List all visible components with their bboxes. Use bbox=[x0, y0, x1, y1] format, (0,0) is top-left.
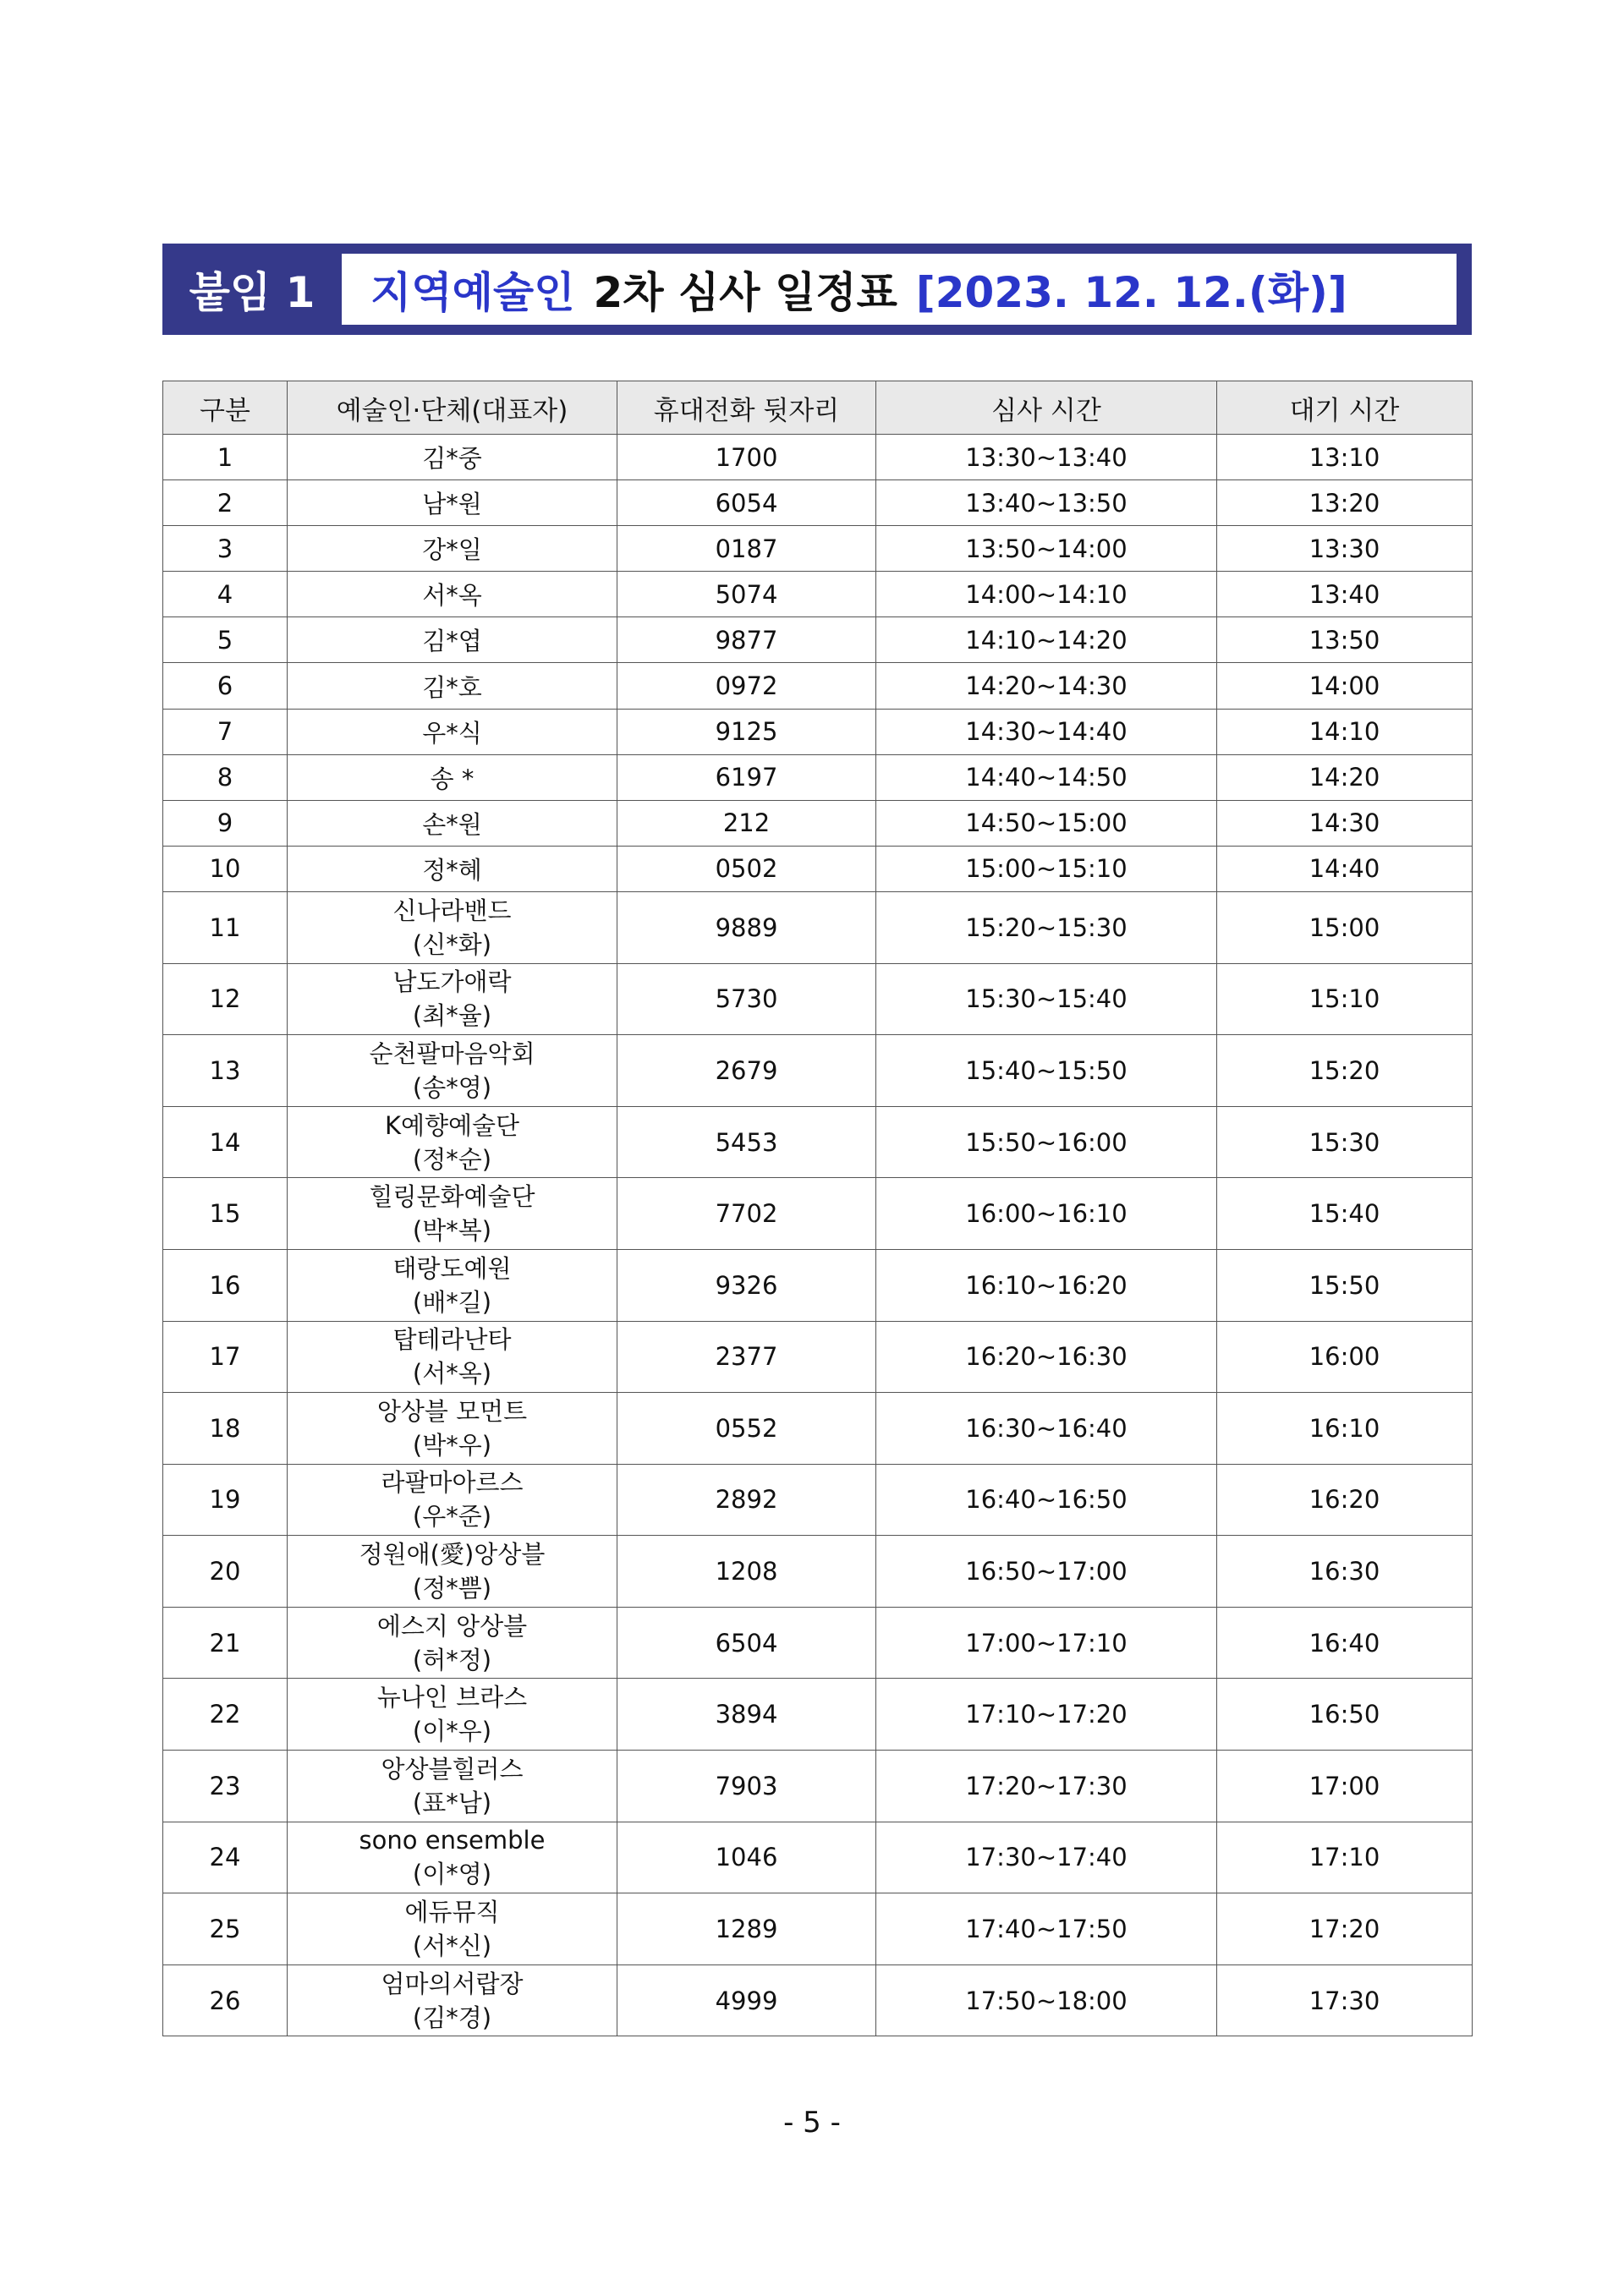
review-time: 16:40~16:50 bbox=[876, 1464, 1217, 1536]
group-name: 앙상블 모먼트 bbox=[376, 1396, 528, 1426]
phone-last-digits: 9877 bbox=[617, 617, 876, 663]
row-number: 1 bbox=[163, 435, 288, 480]
wait-time: 17:00 bbox=[1217, 1751, 1473, 1822]
artist-cell bbox=[288, 1751, 617, 1822]
phone-last-digits: 9326 bbox=[617, 1249, 876, 1321]
artist-cell bbox=[288, 1964, 617, 2036]
column-header-review-time: 심사 시간 bbox=[876, 381, 1217, 435]
group-name: 순천팔마음악회 bbox=[369, 1038, 535, 1068]
artist-cell bbox=[288, 663, 617, 709]
phone-last-digits: 0187 bbox=[617, 526, 876, 572]
representative-name: (표*남) bbox=[412, 1788, 492, 1817]
review-time: 13:40~13:50 bbox=[876, 480, 1217, 526]
table-row bbox=[163, 617, 1473, 663]
table-row bbox=[163, 1106, 1473, 1178]
artist-cell bbox=[288, 846, 617, 891]
group-name: 뉴나인 브라스 bbox=[376, 1683, 528, 1712]
review-time: 17:20~17:30 bbox=[876, 1751, 1217, 1822]
wait-time: 14:20 bbox=[1217, 754, 1473, 800]
artist-name: 정*혜 bbox=[422, 855, 482, 885]
table-row bbox=[163, 1536, 1473, 1608]
phone-last-digits: 4999 bbox=[617, 1964, 876, 2036]
row-number: 7 bbox=[163, 709, 288, 754]
review-time: 14:40~14:50 bbox=[876, 754, 1217, 800]
page-number: - 5 - bbox=[783, 2106, 841, 2140]
wait-time: 13:10 bbox=[1217, 435, 1473, 480]
wait-time: 15:50 bbox=[1217, 1249, 1473, 1321]
review-time: 17:30~17:40 bbox=[876, 1822, 1217, 1893]
representative-name: (박*우) bbox=[412, 1430, 492, 1460]
phone-last-digits: 7903 bbox=[617, 1751, 876, 1822]
wait-time: 16:20 bbox=[1217, 1464, 1473, 1536]
review-time: 13:50~14:00 bbox=[876, 526, 1217, 572]
wait-time: 17:30 bbox=[1217, 1964, 1473, 2036]
group-name: 신나라밴드 bbox=[392, 896, 512, 925]
wait-time: 15:10 bbox=[1217, 963, 1473, 1035]
artist-cell bbox=[288, 1393, 617, 1465]
wait-time: 14:10 bbox=[1217, 709, 1473, 754]
artist-cell bbox=[288, 1464, 617, 1536]
artist-cell bbox=[288, 1321, 617, 1393]
representative-name: (송*영) bbox=[412, 1072, 492, 1102]
phone-last-digits: 212 bbox=[617, 800, 876, 846]
artist-cell bbox=[288, 1106, 617, 1178]
artist-cell bbox=[288, 709, 617, 754]
phone-last-digits: 6504 bbox=[617, 1607, 876, 1679]
artist-cell bbox=[288, 1035, 617, 1107]
table-row bbox=[163, 754, 1473, 800]
column-header-phone: 휴대전화 뒷자리 bbox=[617, 381, 876, 435]
header-banner bbox=[162, 244, 1472, 335]
wait-time: 14:30 bbox=[1217, 800, 1473, 846]
group-name: 라팔마아르스 bbox=[381, 1468, 524, 1498]
group-name: 에듀뮤직 bbox=[404, 1898, 500, 1927]
phone-last-digits: 5453 bbox=[617, 1106, 876, 1178]
review-time: 13:30~13:40 bbox=[876, 435, 1217, 480]
review-time: 16:10~16:20 bbox=[876, 1249, 1217, 1321]
wait-time: 15:00 bbox=[1217, 891, 1473, 963]
row-number: 20 bbox=[163, 1536, 288, 1608]
artist-cell bbox=[288, 1679, 617, 1751]
table-row bbox=[163, 1893, 1473, 1965]
review-time: 17:10~17:20 bbox=[876, 1679, 1217, 1751]
table-row bbox=[163, 572, 1473, 617]
table-row bbox=[163, 1607, 1473, 1679]
phone-last-digits: 6197 bbox=[617, 754, 876, 800]
artist-cell bbox=[288, 1822, 617, 1893]
row-number: 19 bbox=[163, 1464, 288, 1536]
review-time: 15:00~15:10 bbox=[876, 846, 1217, 891]
row-number: 15 bbox=[163, 1178, 288, 1250]
table-row bbox=[163, 1679, 1473, 1751]
wait-time: 17:20 bbox=[1217, 1893, 1473, 1965]
row-number: 9 bbox=[163, 800, 288, 846]
artist-cell bbox=[288, 1249, 617, 1321]
title-part-2: 2차 심사 일정표 bbox=[593, 268, 897, 317]
review-time: 16:30~16:40 bbox=[876, 1393, 1217, 1465]
phone-last-digits: 9889 bbox=[617, 891, 876, 963]
table-row bbox=[163, 1393, 1473, 1465]
phone-last-digits: 0972 bbox=[617, 663, 876, 709]
table-row bbox=[163, 1822, 1473, 1893]
phone-last-digits: 9125 bbox=[617, 709, 876, 754]
wait-time: 14:00 bbox=[1217, 663, 1473, 709]
review-time: 14:30~14:40 bbox=[876, 709, 1217, 754]
wait-time: 13:40 bbox=[1217, 572, 1473, 617]
wait-time: 16:00 bbox=[1217, 1321, 1473, 1393]
artist-cell bbox=[288, 754, 617, 800]
row-number: 3 bbox=[163, 526, 288, 572]
artist-name: 우*식 bbox=[422, 718, 482, 748]
table-body bbox=[163, 435, 1473, 2036]
group-name: sono ensemble bbox=[359, 1826, 546, 1855]
artist-cell bbox=[288, 1178, 617, 1250]
representative-name: (우*준) bbox=[412, 1502, 492, 1532]
wait-time: 16:30 bbox=[1217, 1536, 1473, 1608]
group-name: 남도가애락 bbox=[392, 967, 512, 997]
review-time: 16:00~16:10 bbox=[876, 1178, 1217, 1250]
representative-name: (배*길) bbox=[412, 1287, 492, 1317]
wait-time: 13:20 bbox=[1217, 480, 1473, 526]
attachment-tag: 붙임 1 bbox=[189, 268, 315, 317]
review-time: 15:20~15:30 bbox=[876, 891, 1217, 963]
group-name: K예향예술단 bbox=[384, 1110, 520, 1140]
wait-time: 15:40 bbox=[1217, 1178, 1473, 1250]
wait-time: 16:50 bbox=[1217, 1679, 1473, 1751]
artist-name: 서*옥 bbox=[422, 581, 482, 611]
table-row bbox=[163, 1464, 1473, 1536]
phone-last-digits: 6054 bbox=[617, 480, 876, 526]
representative-name: (김*경) bbox=[412, 2003, 492, 2032]
artist-cell bbox=[288, 891, 617, 963]
review-time: 15:40~15:50 bbox=[876, 1035, 1217, 1107]
group-name: 엄마의서랍장 bbox=[381, 1969, 524, 1998]
table-row bbox=[163, 1035, 1473, 1107]
table-row bbox=[163, 1249, 1473, 1321]
phone-last-digits: 2892 bbox=[617, 1464, 876, 1536]
row-number: 6 bbox=[163, 663, 288, 709]
review-time: 14:10~14:20 bbox=[876, 617, 1217, 663]
artist-cell bbox=[288, 1893, 617, 1965]
table-row bbox=[163, 1178, 1473, 1250]
title-date: [2023. 12. 12.(화)] bbox=[915, 268, 1347, 317]
artist-cell bbox=[288, 800, 617, 846]
group-name: 태랑도예원 bbox=[392, 1253, 512, 1283]
review-time: 14:20~14:30 bbox=[876, 663, 1217, 709]
table-row bbox=[163, 1751, 1473, 1822]
representative-name: (허*정) bbox=[412, 1645, 492, 1674]
phone-last-digits: 2679 bbox=[617, 1035, 876, 1107]
table-row bbox=[163, 663, 1473, 709]
row-number: 22 bbox=[163, 1679, 288, 1751]
phone-last-digits: 3894 bbox=[617, 1679, 876, 1751]
representative-name: (최*율) bbox=[412, 1001, 492, 1031]
phone-last-digits: 2377 bbox=[617, 1321, 876, 1393]
review-time: 14:50~15:00 bbox=[876, 800, 1217, 846]
phone-last-digits: 5730 bbox=[617, 963, 876, 1035]
review-time: 16:20~16:30 bbox=[876, 1321, 1217, 1393]
table-row bbox=[163, 435, 1473, 480]
row-number: 25 bbox=[163, 1893, 288, 1965]
wait-time: 15:30 bbox=[1217, 1106, 1473, 1178]
column-header-wait-time: 대기 시간 bbox=[1217, 381, 1473, 435]
row-number: 24 bbox=[163, 1822, 288, 1893]
representative-name: (서*옥) bbox=[412, 1359, 492, 1389]
row-number: 11 bbox=[163, 891, 288, 963]
group-name: 정원애(愛)앙상블 bbox=[359, 1540, 546, 1570]
wait-time: 16:40 bbox=[1217, 1607, 1473, 1679]
review-time: 15:30~15:40 bbox=[876, 963, 1217, 1035]
phone-last-digits: 1208 bbox=[617, 1536, 876, 1608]
wait-time: 15:20 bbox=[1217, 1035, 1473, 1107]
column-header-artist: 예술인·단체(대표자) bbox=[288, 381, 617, 435]
artist-cell bbox=[288, 1536, 617, 1608]
artist-cell bbox=[288, 1607, 617, 1679]
artist-name: 김*엽 bbox=[422, 627, 482, 656]
column-header-number: 구분 bbox=[163, 381, 288, 435]
row-number: 17 bbox=[163, 1321, 288, 1393]
schedule-table bbox=[162, 381, 1473, 2036]
representative-name: (정*순) bbox=[412, 1144, 492, 1174]
phone-last-digits: 0552 bbox=[617, 1393, 876, 1465]
group-name: 앙상블힐러스 bbox=[381, 1754, 524, 1784]
representative-name: (신*화) bbox=[412, 929, 492, 959]
page-title bbox=[342, 254, 1457, 325]
table-row bbox=[163, 846, 1473, 891]
phone-last-digits: 1046 bbox=[617, 1822, 876, 1893]
review-time: 14:00~14:10 bbox=[876, 572, 1217, 617]
row-number: 8 bbox=[163, 754, 288, 800]
artist-name: 남*원 bbox=[422, 490, 482, 519]
table-row bbox=[163, 480, 1473, 526]
title-part-1: 지역예술인 bbox=[370, 268, 575, 317]
artist-name: 송 * bbox=[430, 764, 475, 793]
table-row bbox=[163, 1964, 1473, 2036]
table-row bbox=[163, 1321, 1473, 1393]
review-time: 17:00~17:10 bbox=[876, 1607, 1217, 1679]
row-number: 21 bbox=[163, 1607, 288, 1679]
representative-name: (정*쁨) bbox=[412, 1574, 492, 1603]
table-row bbox=[163, 709, 1473, 754]
artist-name: 손*원 bbox=[422, 809, 482, 839]
representative-name: (서*신) bbox=[412, 1932, 492, 1961]
artist-name: 강*일 bbox=[422, 535, 482, 565]
row-number: 13 bbox=[163, 1035, 288, 1107]
representative-name: (이*영) bbox=[412, 1860, 492, 1889]
row-number: 23 bbox=[163, 1751, 288, 1822]
row-number: 4 bbox=[163, 572, 288, 617]
row-number: 2 bbox=[163, 480, 288, 526]
artist-cell bbox=[288, 526, 617, 572]
review-time: 16:50~17:00 bbox=[876, 1536, 1217, 1608]
wait-time: 14:40 bbox=[1217, 846, 1473, 891]
row-number: 14 bbox=[163, 1106, 288, 1178]
artist-cell bbox=[288, 480, 617, 526]
phone-last-digits: 1289 bbox=[617, 1893, 876, 1965]
group-name: 에스지 앙상블 bbox=[376, 1611, 528, 1641]
wait-time: 13:50 bbox=[1217, 617, 1473, 663]
row-number: 18 bbox=[163, 1393, 288, 1465]
artist-cell bbox=[288, 572, 617, 617]
representative-name: (박*복) bbox=[412, 1216, 492, 1246]
artist-cell bbox=[288, 435, 617, 480]
representative-name: (이*우) bbox=[412, 1717, 492, 1746]
group-name: 탑테라난타 bbox=[392, 1325, 512, 1355]
phone-last-digits: 1700 bbox=[617, 435, 876, 480]
row-number: 10 bbox=[163, 846, 288, 891]
wait-time: 13:30 bbox=[1217, 526, 1473, 572]
table-row bbox=[163, 526, 1473, 572]
wait-time: 17:10 bbox=[1217, 1822, 1473, 1893]
review-time: 17:50~18:00 bbox=[876, 1964, 1217, 2036]
row-number: 12 bbox=[163, 963, 288, 1035]
table-row bbox=[163, 800, 1473, 846]
wait-time: 16:10 bbox=[1217, 1393, 1473, 1465]
table-header-row bbox=[163, 381, 1473, 435]
table-row bbox=[163, 963, 1473, 1035]
phone-last-digits: 0502 bbox=[617, 846, 876, 891]
group-name: 힐링문화예술단 bbox=[369, 1182, 535, 1212]
artist-name: 김*중 bbox=[422, 444, 482, 474]
artist-cell bbox=[288, 617, 617, 663]
artist-cell bbox=[288, 963, 617, 1035]
row-number: 5 bbox=[163, 617, 288, 663]
row-number: 16 bbox=[163, 1249, 288, 1321]
review-time: 17:40~17:50 bbox=[876, 1893, 1217, 1965]
table-row bbox=[163, 891, 1473, 963]
artist-name: 김*호 bbox=[422, 672, 482, 702]
row-number: 26 bbox=[163, 1964, 288, 2036]
review-time: 15:50~16:00 bbox=[876, 1106, 1217, 1178]
phone-last-digits: 5074 bbox=[617, 572, 876, 617]
phone-last-digits: 7702 bbox=[617, 1178, 876, 1250]
